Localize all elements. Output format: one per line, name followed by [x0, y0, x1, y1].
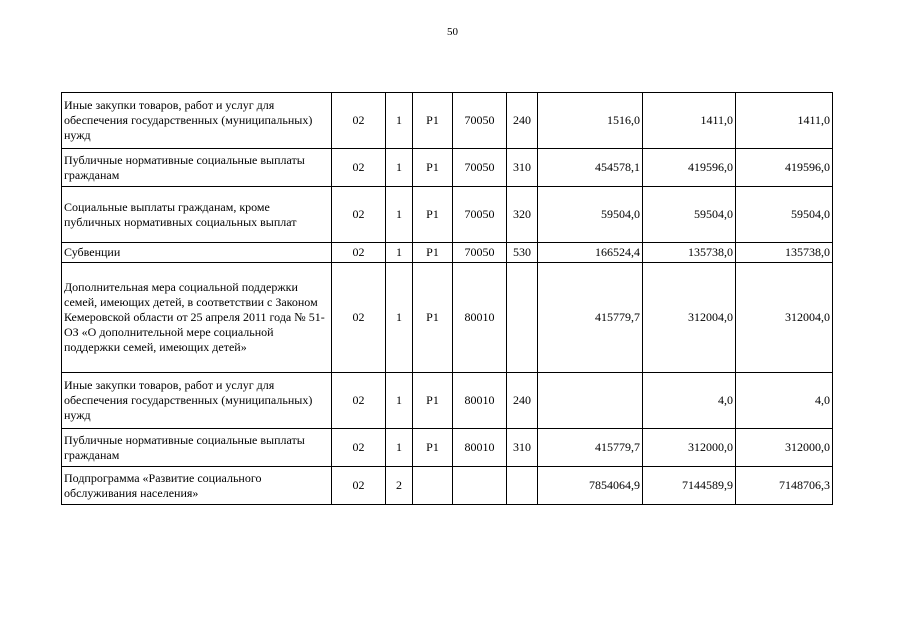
amount-cell: 415779,7 [538, 429, 643, 467]
amount-cell: 7148706,3 [736, 467, 833, 505]
row-name-cell: Иные закупки товаров, работ и услуг для обеспечения государственных (муниципальных) нужд [62, 93, 332, 149]
amount-cell [538, 373, 643, 429]
amount-cell: 419596,0 [736, 149, 833, 187]
row-name-cell: Субвенции [62, 243, 332, 263]
table-row [62, 149, 833, 187]
amount-cell: 415779,7 [538, 263, 643, 373]
code-cell: Р1 [413, 93, 453, 149]
code-cell: 320 [507, 187, 538, 243]
amount-cell: 4,0 [736, 373, 833, 429]
amount-cell: 312004,0 [643, 263, 736, 373]
code-cell: 1 [386, 149, 413, 187]
row-name-cell: Иные закупки товаров, работ и услуг для обеспечения государственных (муниципальных) нужд [62, 373, 332, 429]
table-row [62, 187, 833, 243]
code-cell: 02 [332, 149, 386, 187]
code-cell: 80010 [453, 373, 507, 429]
code-cell: 1 [386, 373, 413, 429]
code-cell: 80010 [453, 263, 507, 373]
code-cell: 02 [332, 93, 386, 149]
code-cell [413, 467, 453, 505]
code-cell: 70050 [453, 187, 507, 243]
code-cell: 70050 [453, 243, 507, 263]
code-cell: 310 [507, 149, 538, 187]
code-cell: 240 [507, 93, 538, 149]
amount-cell: 135738,0 [736, 243, 833, 263]
amount-cell: 312000,0 [736, 429, 833, 467]
code-cell: 80010 [453, 429, 507, 467]
code-cell: 2 [386, 467, 413, 505]
code-cell: Р1 [413, 243, 453, 263]
amount-cell: 166524,4 [538, 243, 643, 263]
amount-cell: 135738,0 [643, 243, 736, 263]
amount-cell: 59504,0 [643, 187, 736, 243]
page-number: 50 [447, 26, 458, 38]
amount-cell: 1411,0 [643, 93, 736, 149]
code-cell [507, 263, 538, 373]
code-cell: 1 [386, 93, 413, 149]
amount-cell: 59504,0 [736, 187, 833, 243]
row-name-cell: Публичные нормативные социальные выплаты гражданам [62, 429, 332, 467]
code-cell [453, 467, 507, 505]
amount-cell: 1411,0 [736, 93, 833, 149]
amount-cell: 1516,0 [538, 93, 643, 149]
code-cell: 02 [332, 187, 386, 243]
row-name-cell: Публичные нормативные социальные выплаты гражданам [62, 149, 332, 187]
table-row [62, 243, 833, 263]
table-row [62, 263, 833, 373]
code-cell: Р1 [413, 429, 453, 467]
code-cell: 02 [332, 373, 386, 429]
amount-cell: 312000,0 [643, 429, 736, 467]
code-cell [507, 467, 538, 505]
code-cell: 530 [507, 243, 538, 263]
amount-cell: 312004,0 [736, 263, 833, 373]
amount-cell: 454578,1 [538, 149, 643, 187]
amount-cell: 59504,0 [538, 187, 643, 243]
row-name-cell: Социальные выплаты гражданам, кроме публичных нормативных социальных выплат [62, 187, 332, 243]
code-cell: 02 [332, 263, 386, 373]
code-cell: 70050 [453, 149, 507, 187]
table-row [62, 429, 833, 467]
code-cell: 310 [507, 429, 538, 467]
code-cell: 02 [332, 467, 386, 505]
code-cell: 240 [507, 373, 538, 429]
row-name-cell: Подпрограмма «Развитие социального обслуживания населения» [62, 467, 332, 505]
code-cell: 1 [386, 263, 413, 373]
amount-cell: 4,0 [643, 373, 736, 429]
code-cell: 1 [386, 187, 413, 243]
budget-table [61, 92, 833, 505]
amount-cell: 7854064,9 [538, 467, 643, 505]
code-cell: 1 [386, 429, 413, 467]
row-name-cell: Дополнительная мера социальной поддержки семей, имеющих детей, в соответствии с Законом Кемеровской области от 25 апреля 2011 года № 51-ОЗ «О дополнительной мере социальной поддержки семей, имеющих детей» [62, 263, 332, 373]
table-row [62, 373, 833, 429]
amount-cell: 419596,0 [643, 149, 736, 187]
code-cell: 02 [332, 429, 386, 467]
table-row [62, 467, 833, 505]
code-cell: 70050 [453, 93, 507, 149]
amount-cell: 7144589,9 [643, 467, 736, 505]
code-cell: Р1 [413, 187, 453, 243]
code-cell: Р1 [413, 149, 453, 187]
code-cell: Р1 [413, 373, 453, 429]
code-cell: 02 [332, 243, 386, 263]
code-cell: Р1 [413, 263, 453, 373]
table-row [62, 93, 833, 149]
code-cell: 1 [386, 243, 413, 263]
